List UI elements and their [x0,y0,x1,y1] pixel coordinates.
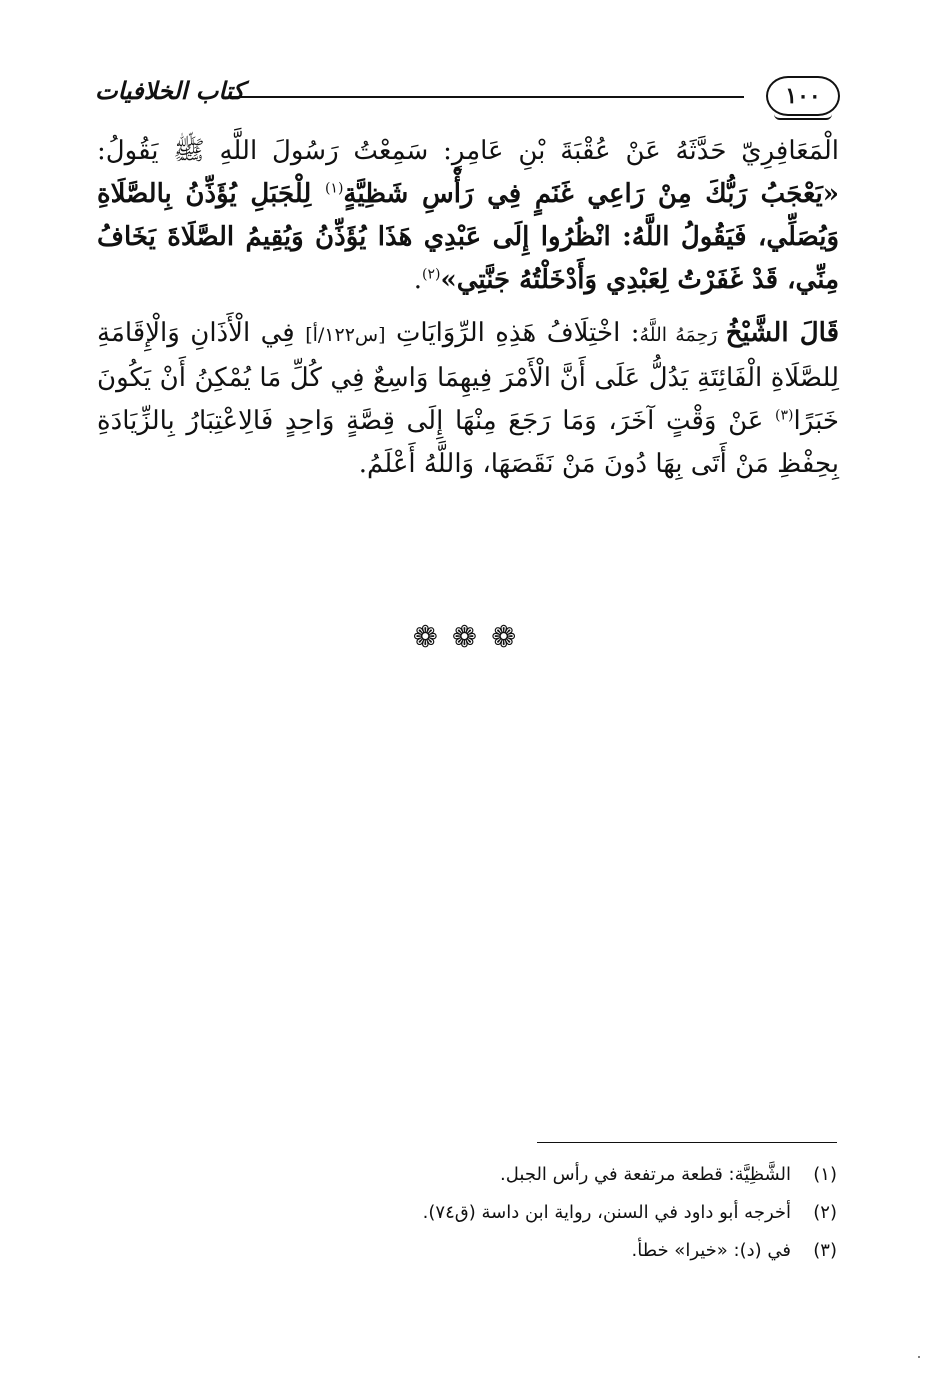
paragraph-sheikh-comment [97,312,839,486]
footnote-item [97,1202,837,1240]
footnote-number: (٣) [813,1240,837,1261]
footnote-item [97,1164,837,1202]
book-title: كتاب الخلافيات [95,76,245,105]
footnote-ref-2[interactable]: (٢) [421,266,441,283]
hadith-quote-part-a: «يَعْجَبُ رَبُّكَ مِنْ رَاعِي غَنَمٍ فِي رَأْسِ شَظِيَّةٍ [343,179,840,209]
ornament-icon: ❁ [451,620,492,655]
sheikh-lead: قَالَ الشَّيْخُ [725,318,840,348]
section-ornaments [0,620,943,655]
footnote-item [97,1240,837,1278]
page-number-badge [766,76,840,116]
footnote-text: في (د): «خيرا» خطأ. [631,1240,791,1261]
hadith-end: . [413,265,422,295]
ornament-icon: ❁ [491,620,531,655]
footnotes [97,1164,837,1278]
footnote-ref-3[interactable]: (٣) [775,407,794,424]
manuscript-ref: [س١٢٢/أ] [305,324,386,346]
main-text [97,130,839,486]
hadith-intro: الْمَعَافِرِيّ حَدَّثَهُ عَنْ عُقْبَةَ بْنِ عَامِرٍ: سَمِعْتُ رَسُولَ اللَّهِ ﷺ يَقُولُ: [97,136,839,166]
paragraph-hadith [97,130,839,302]
header-rule [230,96,744,98]
comment-part-b: فِي الْأَذَانِ وَالْإِقَامَةِ لِلصَّلَاةِ الْفَائِتَةِ يَدُلُّ عَلَى أَنَّ الْأَمْرَ فِيهِمَا وَاسِعٌ فِي كُلِّ مَا يُمْكِنُ أَنْ يَكُونَ خَبَرًا [97,318,839,436]
ornament-icon: ❁ [412,620,452,655]
footnote-ref-1[interactable]: (١) [324,180,344,197]
page-header [95,72,840,124]
margin-mark [918,1356,920,1358]
footnote-number: (١) [813,1164,837,1185]
hadith-quote-part-b: لِلْجَبَلِ يُؤَذِّنُ بِالصَّلَاةِ وَيُصَلِّي، فَيَقُولُ اللَّهُ: انْظُرُوا إِلَى عَبْدِي هَذَا يُؤَذِّنُ وَيُقِيمُ الصَّلَاةَ يَخَافُ مِنِّي، قَدْ غَفَرْتُ لِعَبْدِي وَأَدْخَلْتُهُ جَنَّتِي» [97,179,839,295]
honorific: رَحِمَهُ اللَّهُ [639,324,726,346]
comment-part-c: عَنْ وَقْتٍ آخَرَ، وَمَا رَجَعَ مِنْهَا إِلَى قِصَّةٍ وَاحِدٍ فَالِاعْتِبَارُ بِالزِّيَادَةِ بِحِفْظِ مَنْ أَتَى بِهَا دُونَ مَنْ نَقَصَهَا، وَاللَّهُ أَعْلَمُ. [97,406,839,479]
comment-part-a: : اخْتِلَافُ هَذِهِ الرِّوَايَاتِ [385,318,640,348]
footnote-separator [537,1142,837,1143]
footnote-text: الشَّظِيَّة: قطعة مرتفعة في رأس الجبل. [500,1164,791,1185]
footnote-text: أخرجه أبو داود في السنن، رواية ابن داسة (ق٧٤). [422,1202,791,1223]
page-number: ١٠٠ [785,83,821,109]
footnote-number: (٢) [813,1202,837,1223]
